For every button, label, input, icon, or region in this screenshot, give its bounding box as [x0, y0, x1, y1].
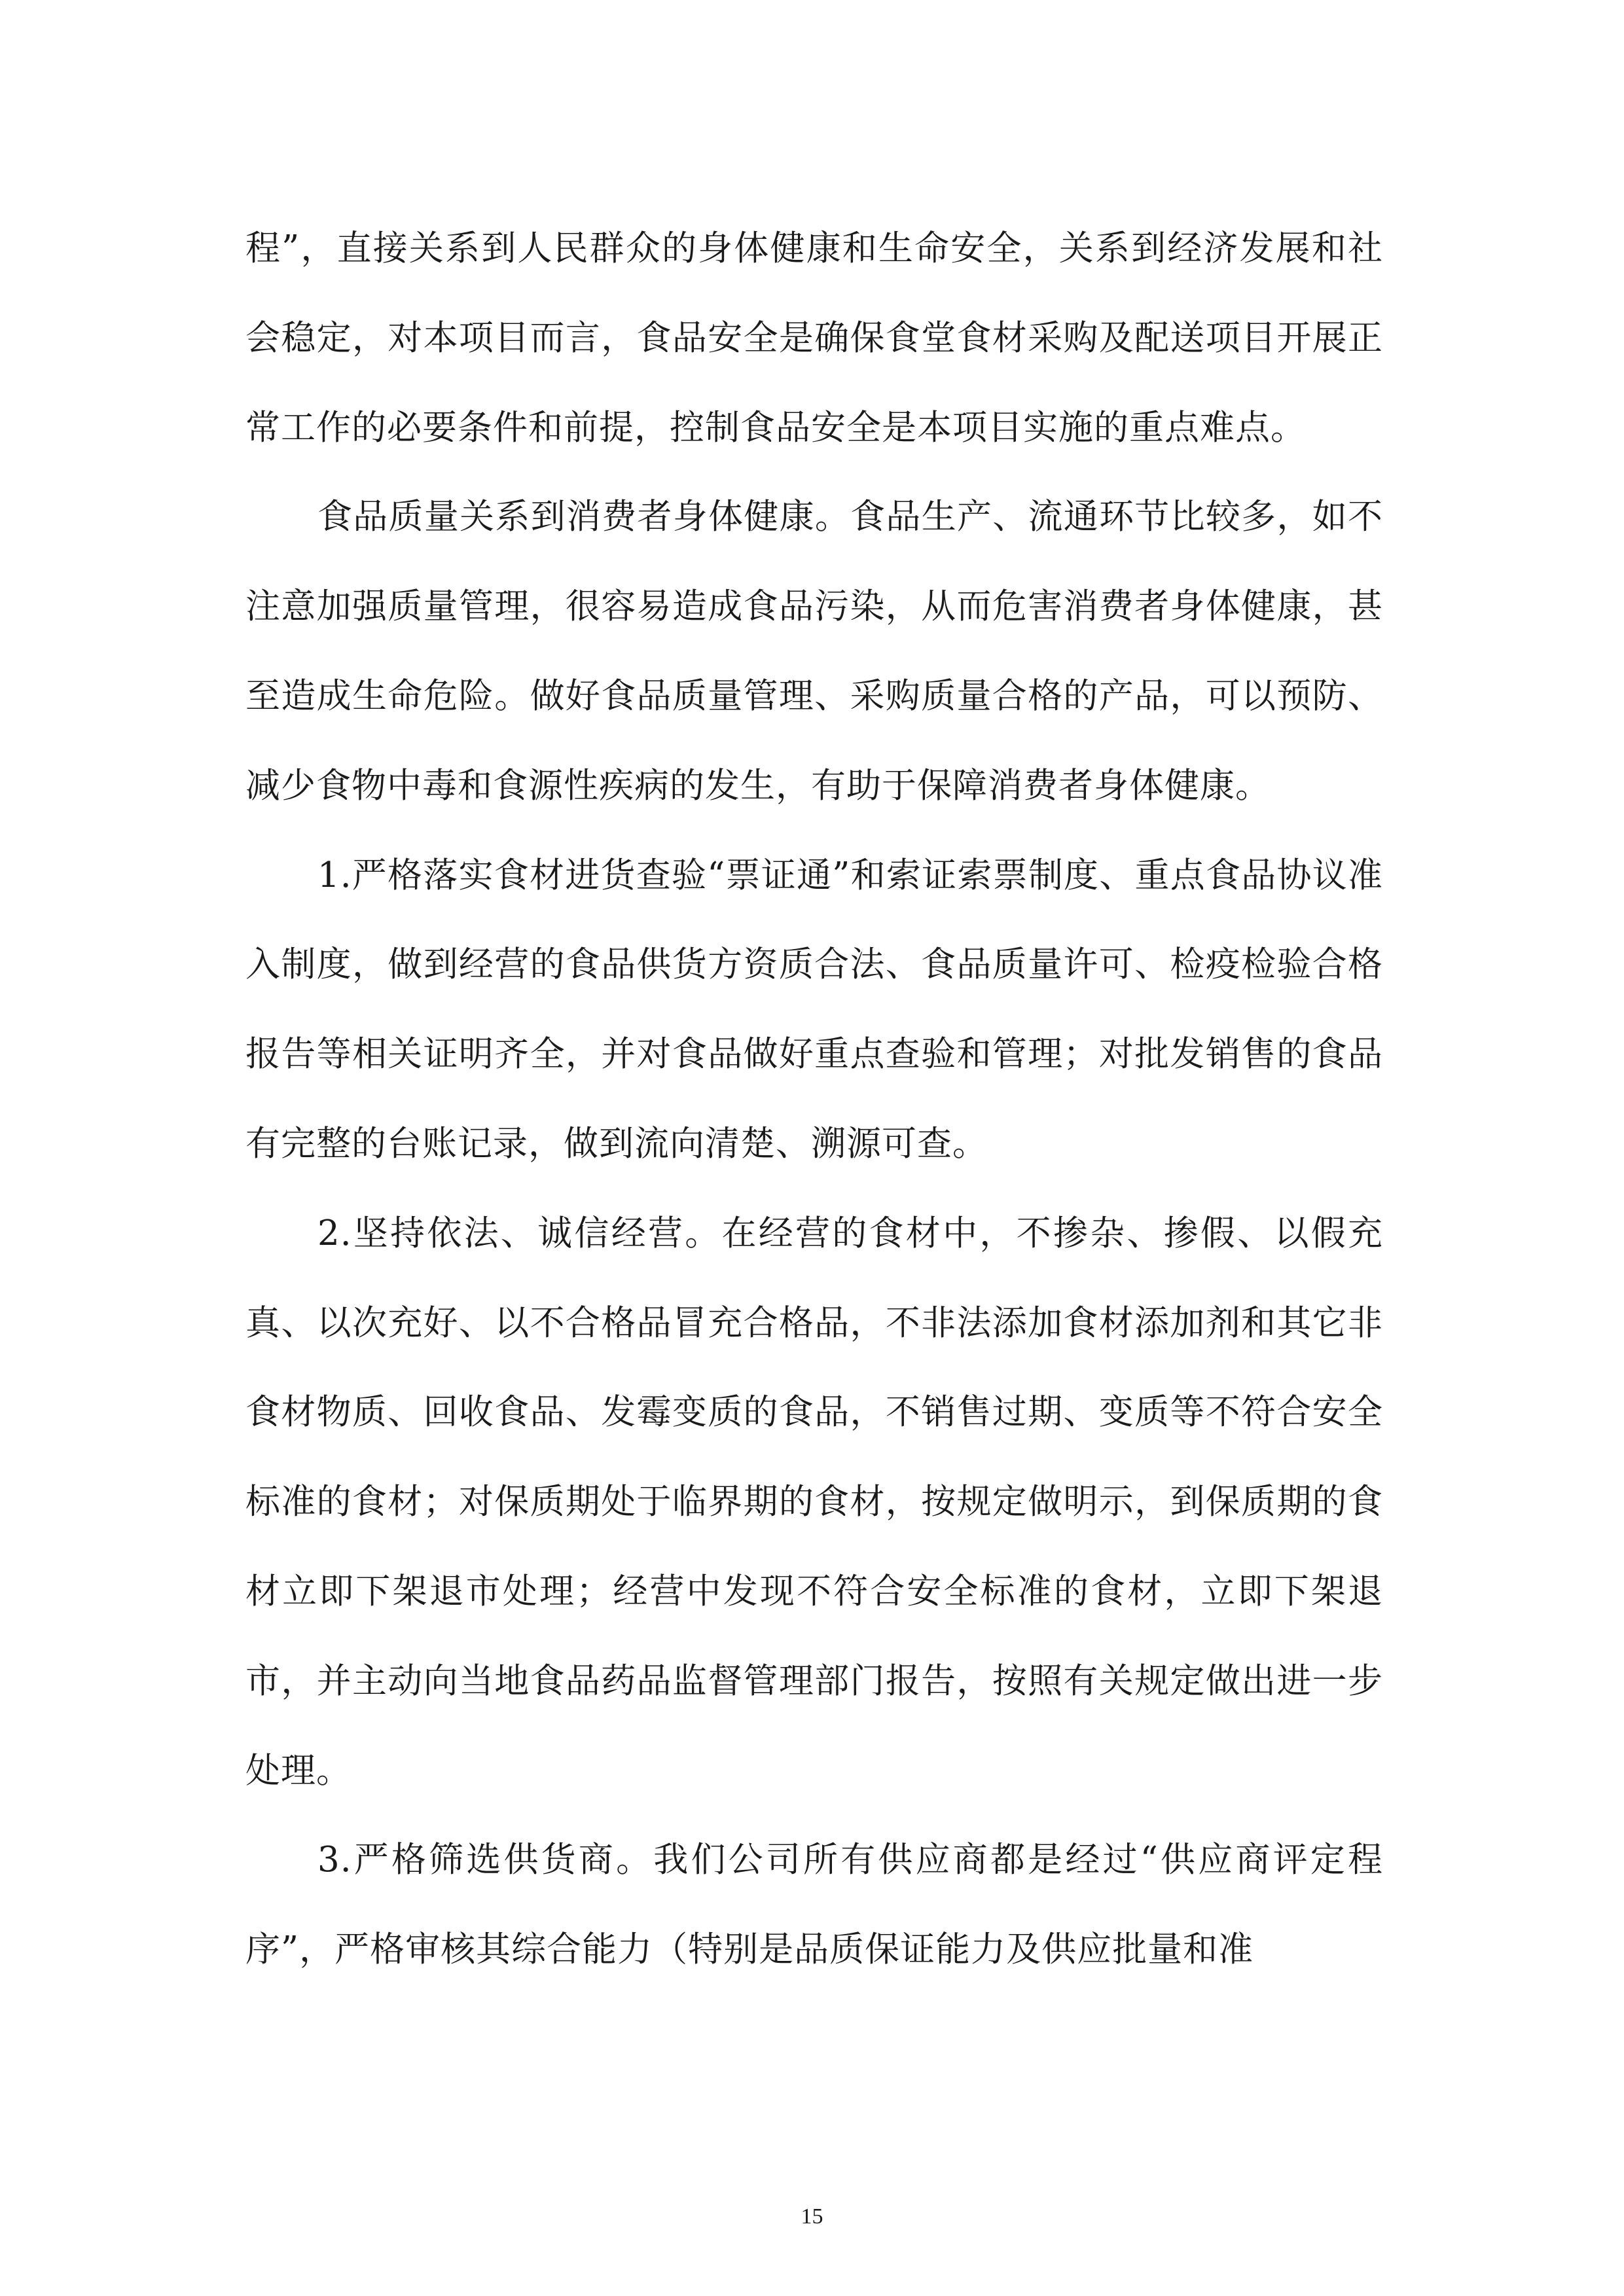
page-number: 15 [801, 2204, 823, 2229]
paragraph-item-3: 3.严格筛选供货商。我们公司所有供应商都是经过“供应商评定程序”，严格审核其综合能力（特别是品质保证能力及供应批量和准 [245, 1840, 1383, 1970]
paragraph-item-2: 2.坚持依法、诚信经营。在经营的食材中，不掺杂、掺假、以假充真、以次充好、以不合格品冒充合格品，不非法添加食材添加剂和其它非食材物质、回收食品、发霉变质的食品，不销售过期、变质等不符合安全标准的食材；对保质期处于临界期的食材，按规定做明示，到保质期的食材立即下架退市处理；经营中发现不符合安全标准的食材，立即下架退市，并主动向当地食品药品监督管理部门报告，按照有关规定做出进一步处理。 [245, 1213, 1383, 1791]
text-body [245, 204, 1383, 1995]
paragraph-continuation: 程”，直接关系到人民群众的身体健康和生命安全，关系到经济发展和社会稳定，对本项目而言，食品安全是确保食堂食材采购及配送项目开展正常工作的必要条件和前提，控制食品安全是本项目实施的重点难点。 [245, 228, 1383, 448]
paragraph-item-1: 1.严格落实食材进货查验“票证通”和索证索票制度、重点食品协议准入制度，做到经营的食品供货方资质合法、食品质量许可、检疫检验合格报告等相关证明齐全，并对食品做好重点查验和管理；对批发销售的食品有完整的台账记录，做到流向清楚、溯源可查。 [245, 855, 1383, 1164]
paragraph-food-quality: 食品质量关系到消费者身体健康。食品生产、流通环节比较多，如不注意加强质量管理，很容易造成食品污染，从而危害消费者身体健康，甚至造成生命危险。做好食品质量管理、采购质量合格的产品，可以预防、减少食物中毒和食源性疾病的发生，有助于保障消费者身体健康。 [245, 497, 1383, 806]
